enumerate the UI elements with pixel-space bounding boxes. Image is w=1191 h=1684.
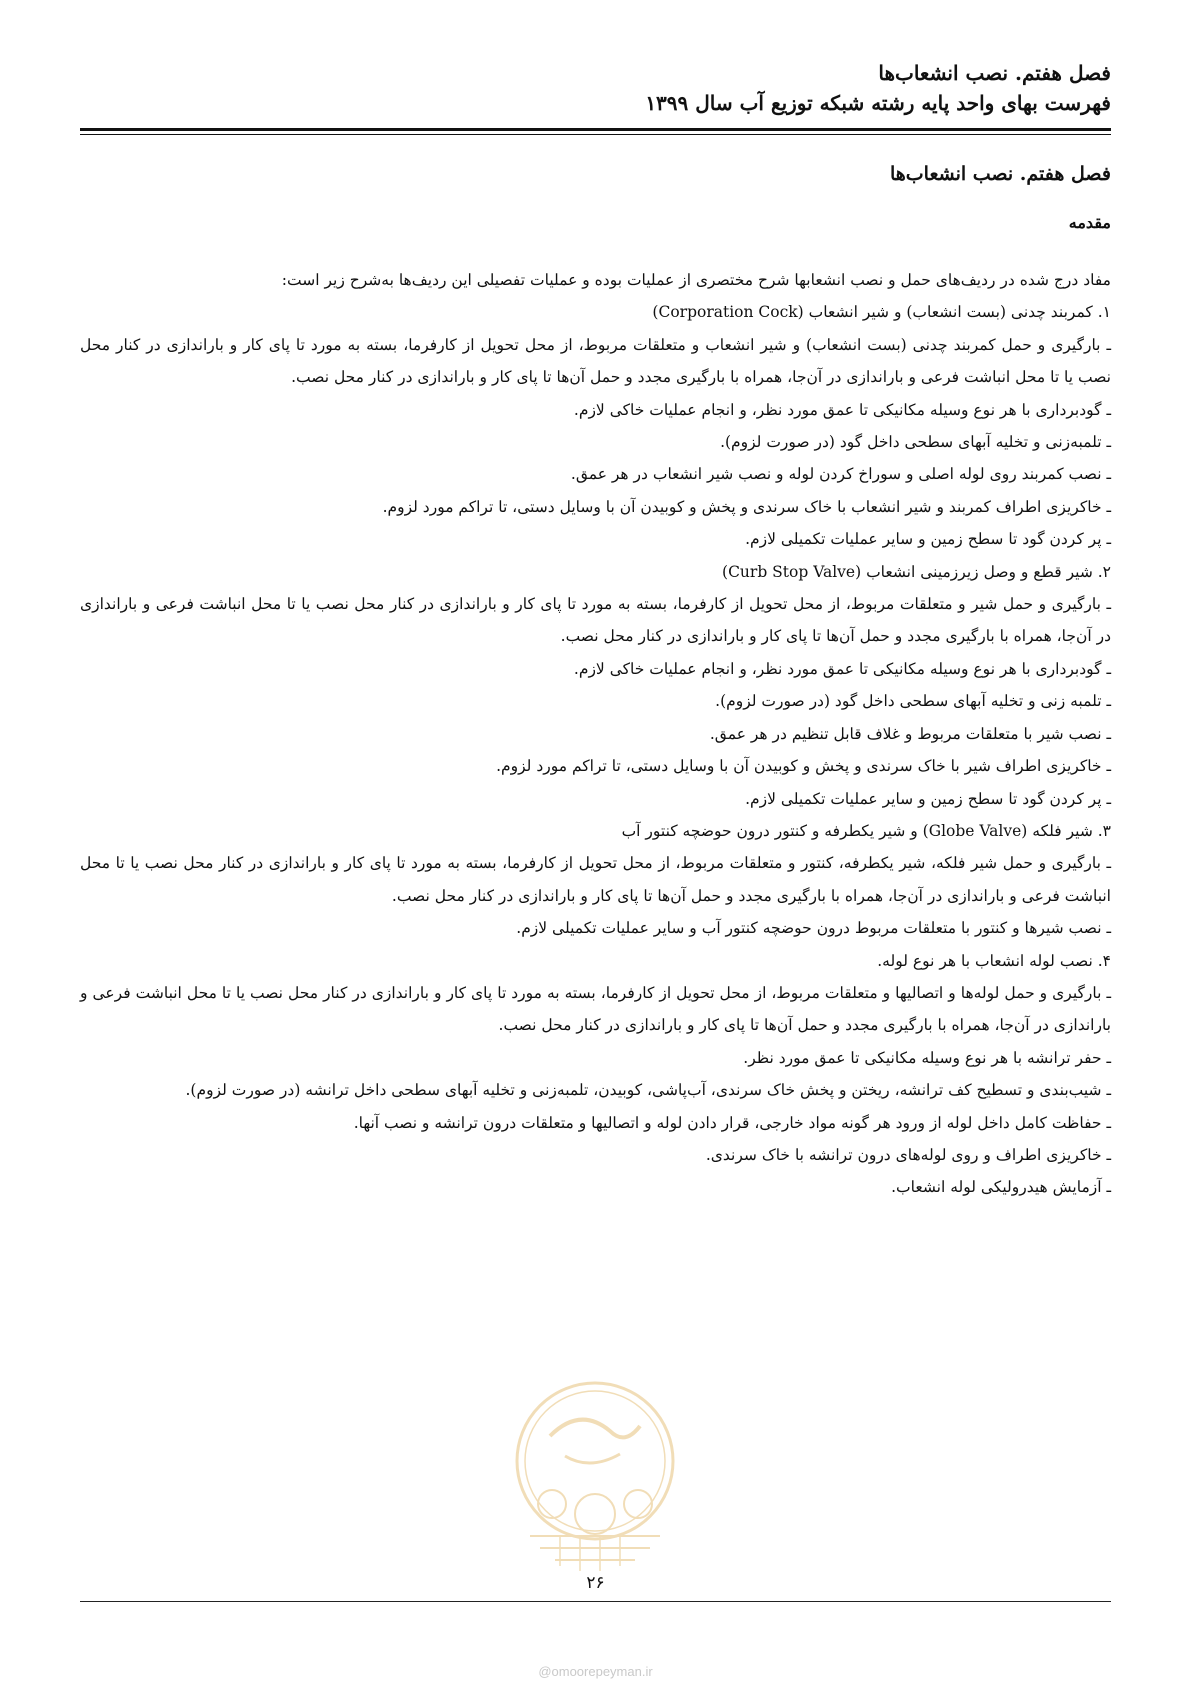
header-chapter-line: فصل هفتم. نصب انشعاب‌ها xyxy=(878,61,1111,85)
page-body xyxy=(80,160,1111,1204)
list-item: ـ نصب شیر با متعلقات مربوط و غلاف قابل تنظیم در هر عمق. xyxy=(709,724,1111,743)
list-item: ـ حفر ترانشه با هر نوع وسیله مکانیکی تا عمق مورد نظر. xyxy=(743,1048,1111,1067)
list-item: ـ خاکریزی اطراف کمربند و شیر انشعاب با خاک سرندی و پخش و کوبیدن آن با وسایل دستی، تا تراکم مورد لزوم. xyxy=(382,497,1111,516)
list-item: ـ خاکریزی اطراف شیر با خاک سرندی و پخش و کوبیدن آن با وسایل دستی، تا تراکم مورد لزوم. xyxy=(496,757,1111,776)
list-item: ـ بارگیری و حمل شیر و متعلقات مربوط، از محل تحویل از کارفرما، بسته به مورد تا پای کار و باراندازی در کنار محل نصب یا تا محل انباشت فرعی و باراندازی در آن‌جا، همراه با بارگیری مجدد و حمل آن‌ها تا پای کار و باراندازی در کنار محل نصب. xyxy=(80,595,1111,646)
list-item: ـ نصب کمربند روی لوله اصلی و سوراخ کردن لوله و نصب شیر انشعاب در هر عمق. xyxy=(570,465,1111,484)
list-item: ـ آزمایش هیدرولیکی لوله انشعاب. xyxy=(891,1178,1111,1197)
list-item: ـ گودبرداری با هر نوع وسیله مکانیکی تا عمق مورد نظر، و انجام عملیات خاکی لازم. xyxy=(573,659,1111,678)
item-heading-1: ۱. کمربند چدنی (بست انشعاب) و شیر انشعاب (Corporation Cock) xyxy=(652,303,1111,322)
item-heading-2: ۲. شیر قطع و وصل زیرزمینی انشعاب (Curb Stop Valve) xyxy=(722,562,1111,581)
list-item: ـ پر کردن گود تا سطح زمین و سایر عملیات تکمیلی لازم. xyxy=(745,789,1111,808)
chapter-title: فصل هفتم. نصب انشعاب‌ها xyxy=(889,163,1111,185)
section-title: مقدمه xyxy=(1068,213,1111,232)
intro-paragraph: مفاد درج شده در ردیف‌های حمل و نصب انشعابها شرح مختصری از عملیات بوده و عملیات تفصیلی این ردیف‌ها به‌شرح زیر است: xyxy=(281,271,1111,289)
list-item: ـ تلمبه زنی و تخلیه آبهای سطحی داخل گود (در صورت لزوم). xyxy=(715,692,1111,711)
page-number: ۲۶ xyxy=(586,1573,605,1593)
item-heading-4: ۴. نصب لوله انشعاب با هر نوع لوله. xyxy=(877,951,1111,970)
list-item: ـ حفاظت کامل داخل لوله از ورود هر گونه مواد خارجی، قرار دادن لوله و اتصالیها و متعلقات درون ترانشه و نصب آنها. xyxy=(353,1113,1111,1132)
list-item: ـ بارگیری و حمل کمربند چدنی (بست انشعاب) و شیر انشعاب و متعلقات مربوط، از محل تحویل از کارفرما، بسته به مورد تا پای کار و باراندازی در کنار محل نصب یا تا محل انباشت فرعی و باراندازی در آن‌جا، همراه با بارگیری مجدد و حمل آن‌ها تا پای کار و باراندازی در کنار محل نصب. xyxy=(80,335,1111,387)
list-item: ـ پر کردن گود تا سطح زمین و سایر عملیات تکمیلی لازم. xyxy=(745,530,1111,549)
item-heading-3: ۳. شیر فلکه (Globe Valve) و شیر یکطرفه و کنتور درون حوضچه کنتور آب xyxy=(621,821,1111,840)
footer-divider xyxy=(80,1601,1111,1602)
list-item: ـ بارگیری و حمل شیر فلکه، شیر یکطرفه، کنتور و متعلقات مربوط، از محل تحویل از کارفرما، بسته به مورد تا پای کار و باراندازی در کنار محل نصب یا تا محل انباشت فرعی و باراندازی در آن‌جا، همراه با بارگیری مجدد و حمل آن‌ها تا پای کار و باراندازی در کنار محل نصب. xyxy=(80,854,1111,905)
header-document-title: فهرست بهای واحد پایه رشته شبکه توزیع آب سال ۱۳۹۹ xyxy=(645,91,1111,115)
list-item: ـ گودبرداری با هر نوع وسیله مکانیکی تا عمق مورد نظر، و انجام عملیات خاکی لازم. xyxy=(573,400,1111,419)
header-divider-thick xyxy=(80,128,1111,131)
list-item: ـ شیب‌بندی و تسطیح کف ترانشه، ریختن و پخش خاک سرندی، آب‌پاشی، کوبیدن، تلمبه‌زنی و تخلیه آبهای سطحی داخل ترانشه (در صورت لزوم). xyxy=(185,1081,1111,1100)
list-item: ـ بارگیری و حمل لوله‌ها و اتصالیها و متعلقات مربوط، از محل تحویل از کارفرما، بسته به مورد تا پای کار و باراندازی در کنار محل نصب یا تا محل انباشت فرعی و باراندازی در آن‌جا، همراه با بارگیری مجدد و حمل آن‌ها تا پای کار و باراندازی در کنار محل نصب. xyxy=(80,983,1111,1035)
omoorepeyman-seal-icon xyxy=(510,1376,680,1576)
list-item: ـ نصب شیرها و کنتور با متعلقات مربوط درون حوضچه کنتور آب و سایر عملیات تکمیلی لازم. xyxy=(516,919,1111,938)
list-item: ـ تلمبه‌زنی و تخلیه آبهای سطحی داخل گود (در صورت لزوم). xyxy=(720,433,1111,452)
list-item: ـ خاکریزی اطراف و روی لوله‌های درون ترانشه با خاک سرندی. xyxy=(705,1145,1111,1164)
watermark-url: @omoorepeyman.ir xyxy=(538,1664,653,1679)
header-divider-thin xyxy=(80,134,1111,135)
page-header xyxy=(80,58,1111,118)
